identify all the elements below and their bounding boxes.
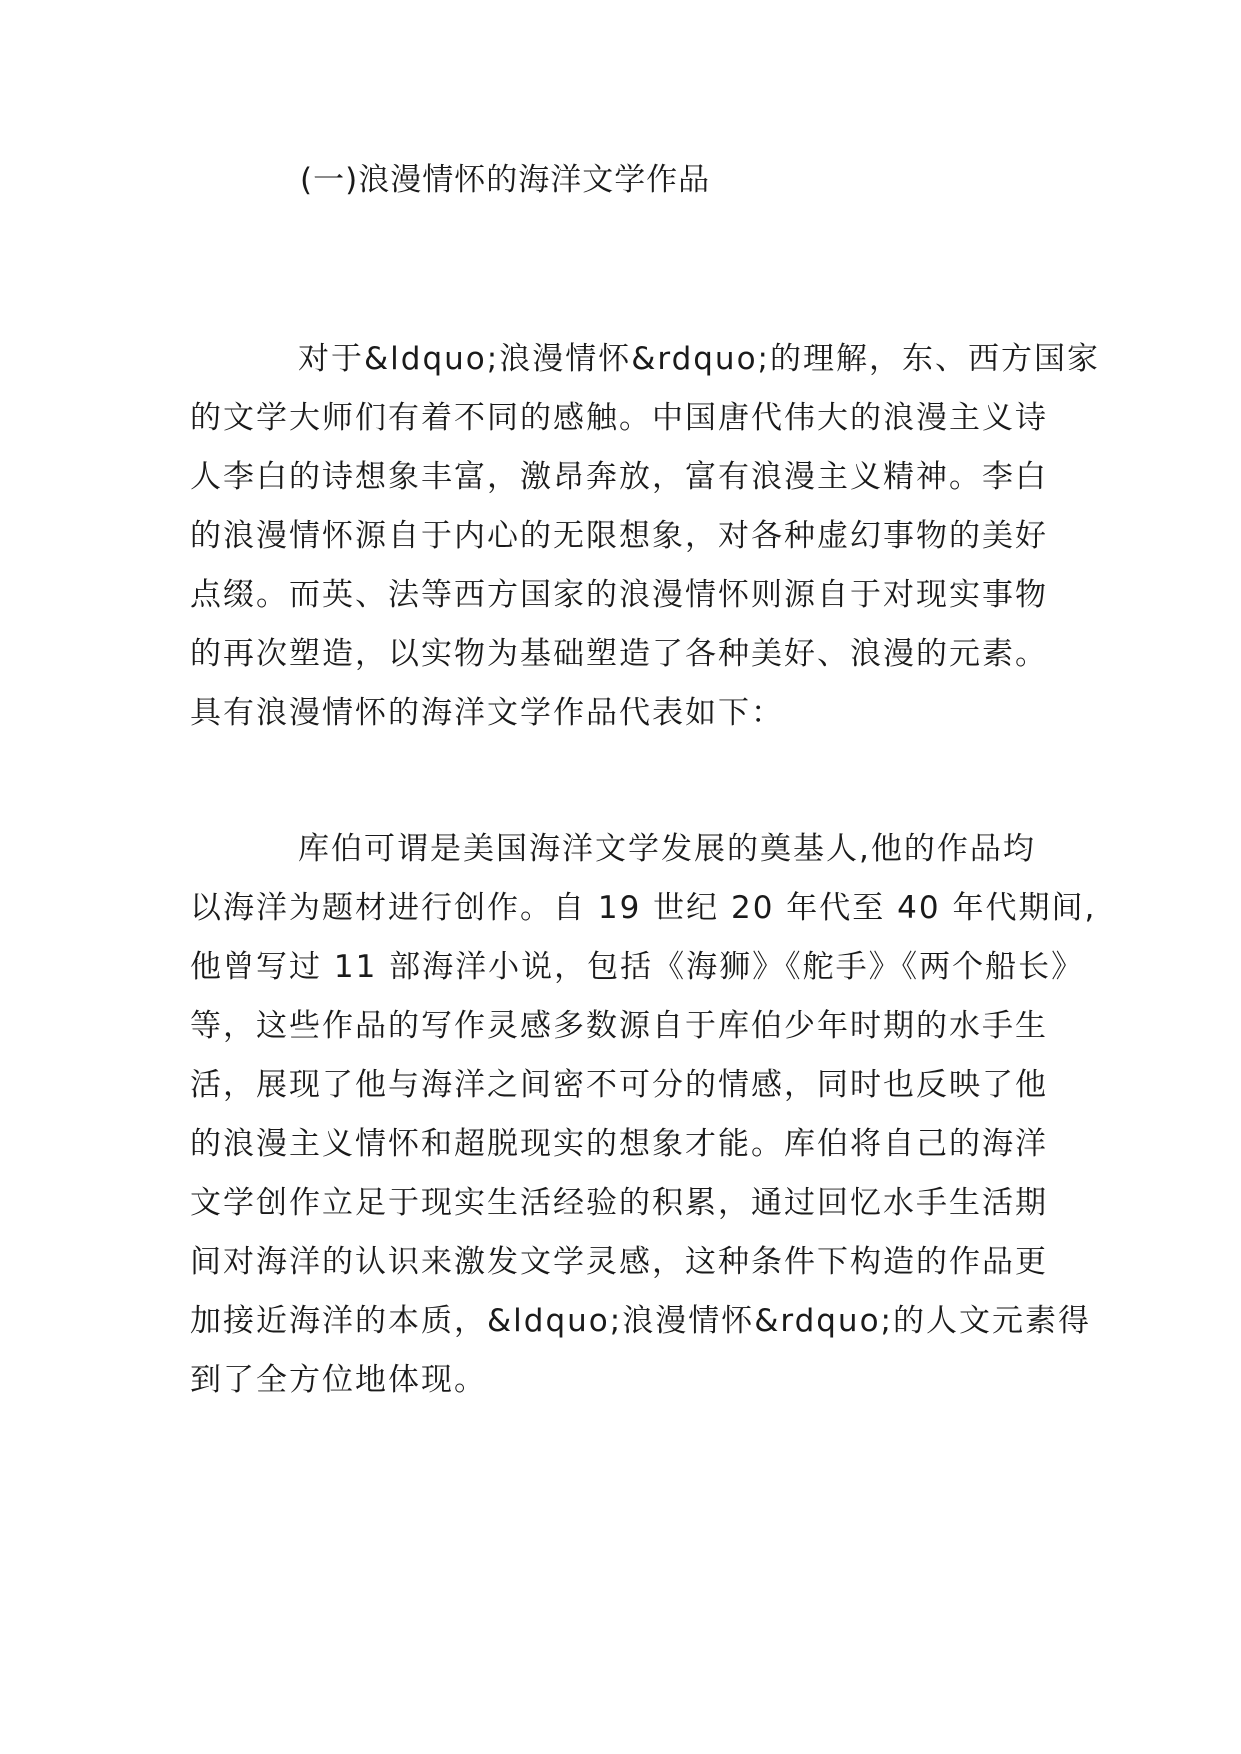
paragraph-line: 等，这些作品的写作灵感多数源自于库伯少年时期的水手生 (190, 1008, 1048, 1044)
paragraph-1 (190, 330, 1100, 743)
paragraph-line: 到了全方位地体现。 (190, 1362, 487, 1398)
paragraph-line: 的再次塑造，以实物为基础塑造了各种美好、浪漫的元素。 (190, 636, 1048, 672)
section-heading: (一)浪漫情怀的海洋文学作品 (300, 162, 711, 198)
paragraph-line: 活，展现了他与海洋之间密不可分的情感，同时也反映了他 (190, 1067, 1048, 1103)
paragraph-line: 他曾写过 11 部海洋小说，包括《海狮》《舵手》《两个船长》 (190, 949, 1085, 985)
paragraph-line: 加接近海洋的本质，&ldquo;浪漫情怀&rdquo;的人文元素得 (190, 1303, 1091, 1339)
paragraph-line: 人李白的诗想象丰富，激昂奔放，富有浪漫主义精神。李白 (190, 459, 1048, 495)
paragraph-line: 点缀。而英、法等西方国家的浪漫情怀则源自于对现实事物 (190, 577, 1048, 613)
paragraph-line: 具有浪漫情怀的海洋文学作品代表如下： (190, 695, 784, 731)
paragraph-line: 间对海洋的认识来激发文学灵感，这种条件下构造的作品更 (190, 1244, 1048, 1280)
paragraph-line: 对于&ldquo;浪漫情怀&rdquo;的理解，东、西方国家 (298, 341, 1100, 377)
paragraph-line: 库伯可谓是美国海洋文学发展的奠基人,他的作品均 (298, 831, 1036, 867)
paragraph-line: 的浪漫主义情怀和超脱现实的想象才能。库伯将自己的海洋 (190, 1126, 1048, 1162)
paragraph-line: 文学创作立足于现实生活经验的积累，通过回忆水手生活期 (190, 1185, 1048, 1221)
paragraph-2 (190, 820, 1096, 1410)
paragraph-line: 的浪漫情怀源自于内心的无限想象，对各种虚幻事物的美好 (190, 518, 1048, 554)
paragraph-line: 以海洋为题材进行创作。自 19 世纪 20 年代至 40 年代期间, (190, 890, 1097, 926)
paragraph-line: 的文学大师们有着不同的感触。中国唐代伟大的浪漫主义诗 (190, 400, 1048, 436)
